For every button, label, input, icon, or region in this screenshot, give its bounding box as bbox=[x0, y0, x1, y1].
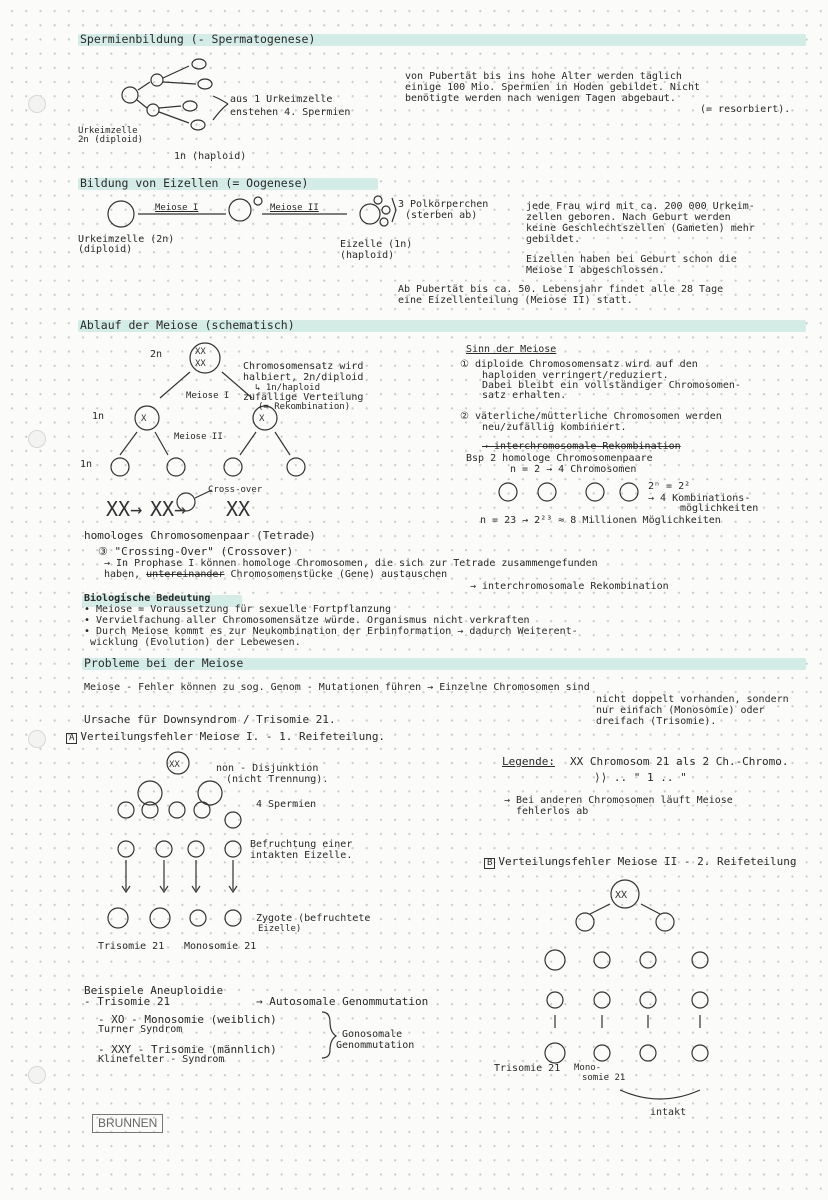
svg-text:X: X bbox=[141, 414, 147, 424]
note-line: keine Geschlechtszellen (Gameten) mehr bbox=[526, 223, 755, 234]
svg-text:XX: XX bbox=[195, 347, 206, 357]
label-urkeimzelle-count: aus 1 Urkeimzelle bbox=[230, 94, 333, 105]
cell-circle bbox=[151, 74, 163, 86]
urkeimzelle-circle bbox=[122, 87, 138, 103]
label-eizelle: Eizelle) bbox=[258, 924, 302, 934]
label-intakt: intakt bbox=[650, 1107, 687, 1118]
label-trisomie-21: Trisomie 21 bbox=[494, 1063, 561, 1074]
label-non-disjunktion: non - Disjunktion bbox=[216, 763, 319, 774]
gamete-circle bbox=[287, 458, 305, 476]
svg-text:XX→: XX→ bbox=[106, 497, 143, 521]
svg-text:XX: XX bbox=[169, 760, 180, 770]
sperm-cell bbox=[192, 59, 206, 69]
note-line: Chromosomensatz wird bbox=[243, 361, 364, 372]
label-2n: 2n bbox=[150, 349, 163, 360]
label-monosomie: Mono- bbox=[574, 1063, 602, 1073]
legende-title: Legende: bbox=[502, 755, 555, 768]
label-urkeimzelle-2n: Urkeimzelle (2n) bbox=[78, 234, 175, 245]
sinn-line: → 4 Kombinations- bbox=[648, 493, 751, 504]
title-eizellen: Bildung von Eizellen (= Oogenese) bbox=[80, 176, 309, 190]
note-line: von Pubertät bis ins hohe Alter werden täglich bbox=[405, 71, 682, 82]
note-line: Eizellen haben bei Geburt schon die bbox=[526, 254, 737, 265]
sinn-line: ② väterliche/mütterliche Chromosomen werden bbox=[460, 411, 722, 422]
label-haploid: (haploid) bbox=[340, 250, 395, 261]
ursache-downsyndrom: Ursache für Downsyndrom / Trisomie 21. bbox=[84, 713, 336, 726]
note-line: halbiert, 2n/diploid bbox=[243, 372, 364, 383]
label-spermien-count: enstehen 4. Spermien bbox=[230, 107, 351, 118]
label-meiose-1: Meiose I bbox=[186, 391, 230, 401]
title-ablauf-meiose: Ablauf der Meiose (schematisch) bbox=[80, 318, 295, 332]
sinn-line: → interchromosomale Rekombination bbox=[482, 441, 681, 452]
sinn-line: 2ⁿ = 2² bbox=[648, 481, 691, 492]
label-intakte-eizelle: intakten Eizelle. bbox=[250, 850, 353, 861]
label-a-verteilungsfehler: A Verteilungsfehler Meiose I. - 1. Reifeteilung. bbox=[66, 731, 385, 744]
sinn-line: möglichkeiten bbox=[680, 503, 759, 514]
label-meiose-1: Meiose I bbox=[155, 203, 199, 213]
sinn-line: haploiden verringert/reduziert. bbox=[482, 370, 669, 381]
beispiel-line: Klinefelter - Syndrom bbox=[98, 1054, 225, 1065]
sinn-line: n = 23 → 2²³ ≈ 8 Millionen Möglichkeiten bbox=[480, 515, 721, 526]
eizelle-circle bbox=[360, 204, 380, 224]
beispiel-line: Gonosomale bbox=[342, 1029, 403, 1040]
svg-text:XX→: XX→ bbox=[150, 497, 187, 521]
note-line: ↳ 1n/haploid bbox=[255, 383, 321, 393]
note-line: (= resorbiert). bbox=[700, 104, 791, 115]
note-line: benötigte werden nach wenigen Tagen abgebaut. bbox=[405, 93, 676, 104]
gamete-circle bbox=[224, 458, 242, 476]
beispiel-line: - XO - Monosomie (weiblich) bbox=[98, 1013, 277, 1026]
label-monosomie: somie 21 bbox=[582, 1073, 626, 1083]
label-nicht-trennung: (nicht Trennung). bbox=[226, 774, 329, 785]
crossing-line: → In Prophase I können homologe Chromosomen, die sich zur Tetrade zusammengefunden bbox=[104, 558, 598, 569]
bio-line: wicklung (Evolution) der Lebewesen. bbox=[90, 637, 301, 648]
prob-line: nicht doppelt vorhanden, sondern bbox=[596, 694, 789, 705]
brand-logo: BRUNNEN bbox=[92, 1114, 163, 1133]
label-4-spermien: 4 Spermien bbox=[256, 799, 317, 810]
label-cross-over: Cross-over bbox=[208, 485, 263, 495]
svg-text:XX: XX bbox=[615, 890, 628, 901]
cell-circle bbox=[147, 104, 159, 116]
label-zygote: Zygote (befruchtete bbox=[256, 913, 371, 924]
note-line: Ab Pubertät bis ca. 50. Lebensjahr findet alle 28 Tage bbox=[398, 284, 724, 295]
note-line: Meiose I abgeschlossen. bbox=[526, 265, 665, 276]
label-polkoerperchen: 3 Polkörperchen bbox=[398, 199, 489, 210]
gamete-circle bbox=[167, 458, 185, 476]
note-line: zufällige Verteilung bbox=[243, 392, 364, 403]
sperm-cell bbox=[183, 101, 197, 111]
bio-line: • Meiose = Voraussetzung für sexuelle Fortpflanzung bbox=[84, 604, 392, 615]
svg-text:XX: XX bbox=[226, 497, 251, 521]
cell-circle bbox=[135, 406, 159, 430]
label-trisomie-21: Trisomie 21 bbox=[98, 941, 165, 952]
note-line: einige 100 Mio. Spermien in Hoden gebildet. Nicht bbox=[405, 82, 701, 93]
crossing-line: → interchromosomale Rekombination bbox=[470, 581, 669, 592]
polkoerper-circle bbox=[254, 197, 262, 205]
gamete-circle bbox=[111, 458, 129, 476]
label-haploid: 1n (haploid) bbox=[174, 151, 247, 162]
label-sterben-ab: (sterben ab) bbox=[405, 210, 478, 221]
label-befruchtung: Befruchtung einer bbox=[250, 839, 353, 850]
label-meiose-2: Meiose II bbox=[270, 203, 319, 213]
label-homologes-paar: homologes Chromosomenpaar (Tetrade) bbox=[84, 529, 316, 542]
title-probleme: Probleme bei der Meiose bbox=[84, 656, 244, 670]
title-bio-bedeutung: Biologische Bedeutung bbox=[84, 593, 211, 604]
beispiel-line: - Trisomie 21 bbox=[84, 995, 171, 1008]
title-beispiele: Beispiele Aneuploidie bbox=[84, 984, 224, 997]
legende-line: → Bei anderen Chromosomen läuft Meiose bbox=[504, 795, 733, 806]
label-diploid: (diploid) bbox=[78, 244, 133, 255]
beispiel-line: - XXY - Trisomie (männlich) bbox=[98, 1043, 277, 1056]
beispiel-line: Genommutation bbox=[336, 1040, 415, 1051]
sinn-line: Bsp 2 homologe Chromosomenpaare bbox=[466, 453, 653, 464]
crossing-line: haben, untereinander Chromosomenstücke (Gene) austauschen bbox=[104, 569, 448, 580]
legende-line: fehlerlos ab bbox=[516, 806, 589, 817]
label-b-verteilungsfehler: B Verteilungsfehler Meiose II - 2. Reifeteilung bbox=[484, 856, 796, 869]
sinn-line: satz erhalten. bbox=[482, 390, 567, 401]
cell-circle bbox=[229, 199, 251, 221]
polkoerper-circle bbox=[382, 206, 390, 214]
title-spermienbildung: Spermienbildung (- Spermatogenese) bbox=[80, 32, 316, 46]
sinn-line: Dabei bleibt ein vollständiger Chromosomen- bbox=[482, 380, 741, 391]
note-line: jede Frau wird mit ca. 200 000 Urkeim- bbox=[526, 201, 755, 212]
prob-line: nur einfach (Monosomie) oder bbox=[596, 705, 765, 716]
label-1n: 1n bbox=[80, 459, 93, 470]
note-line: zellen geboren. Nach Geburt werden bbox=[526, 212, 731, 223]
bio-line: • Durch Meiose kommt es zur Neukombination der Erbinformation → dadurch Weiterent- bbox=[84, 626, 578, 637]
note-line: (= Rekombination) bbox=[258, 402, 351, 412]
sinn-line: n = 2 → 4 Chromosomen bbox=[510, 464, 637, 475]
crossing-title: ③ "Crossing-Over" (Crossover) bbox=[98, 545, 294, 558]
beispiel-line: Turner Syndrom bbox=[98, 1024, 183, 1035]
title-sinn-meiose: Sinn der Meiose bbox=[466, 344, 557, 355]
bio-line: • Vervielfachung aller Chromosomensätze würde. Organismus nicht verkraften bbox=[84, 615, 530, 626]
polkoerper-circle bbox=[374, 196, 382, 204]
svg-text:XX: XX bbox=[195, 359, 206, 369]
label-diploid: 2n (diploid) bbox=[78, 135, 144, 145]
sperm-cell bbox=[198, 79, 212, 89]
prob-line: Meiose - Fehler können zu sog. Genom - Mutationen führen → Einzelne Chromosomen sind bbox=[84, 682, 590, 693]
polkoerper-circle bbox=[380, 218, 388, 226]
urkeimzelle-circle bbox=[108, 201, 134, 227]
sperm-cell bbox=[191, 120, 205, 130]
svg-text:X: X bbox=[259, 414, 265, 424]
label-eizelle: Eizelle (1n) bbox=[340, 239, 413, 250]
legende-line: ⟩⟩ .. " 1 .. " bbox=[594, 771, 687, 784]
sinn-line: ① diploide Chromosomensatz wird auf den bbox=[460, 359, 698, 370]
sinn-line: neu/zufällig kombiniert. bbox=[482, 422, 627, 433]
legende-line: XX Chromosom 21 als 2 Ch.-Chromo. bbox=[570, 755, 789, 768]
label-1n: 1n bbox=[92, 411, 105, 422]
label-urkeimzelle: Urkeimzelle bbox=[78, 126, 138, 136]
label-meiose-2: Meiose II bbox=[174, 432, 223, 442]
beispiel-line: → Autosomale Genommutation bbox=[256, 995, 429, 1008]
note-line: eine Eizellenteilung (Meiose II) statt. bbox=[398, 295, 633, 306]
note-line: gebildet. bbox=[526, 234, 581, 245]
prob-line: dreifach (Trisomie). bbox=[596, 716, 717, 727]
label-monosomie-21: Monosomie 21 bbox=[184, 941, 257, 952]
